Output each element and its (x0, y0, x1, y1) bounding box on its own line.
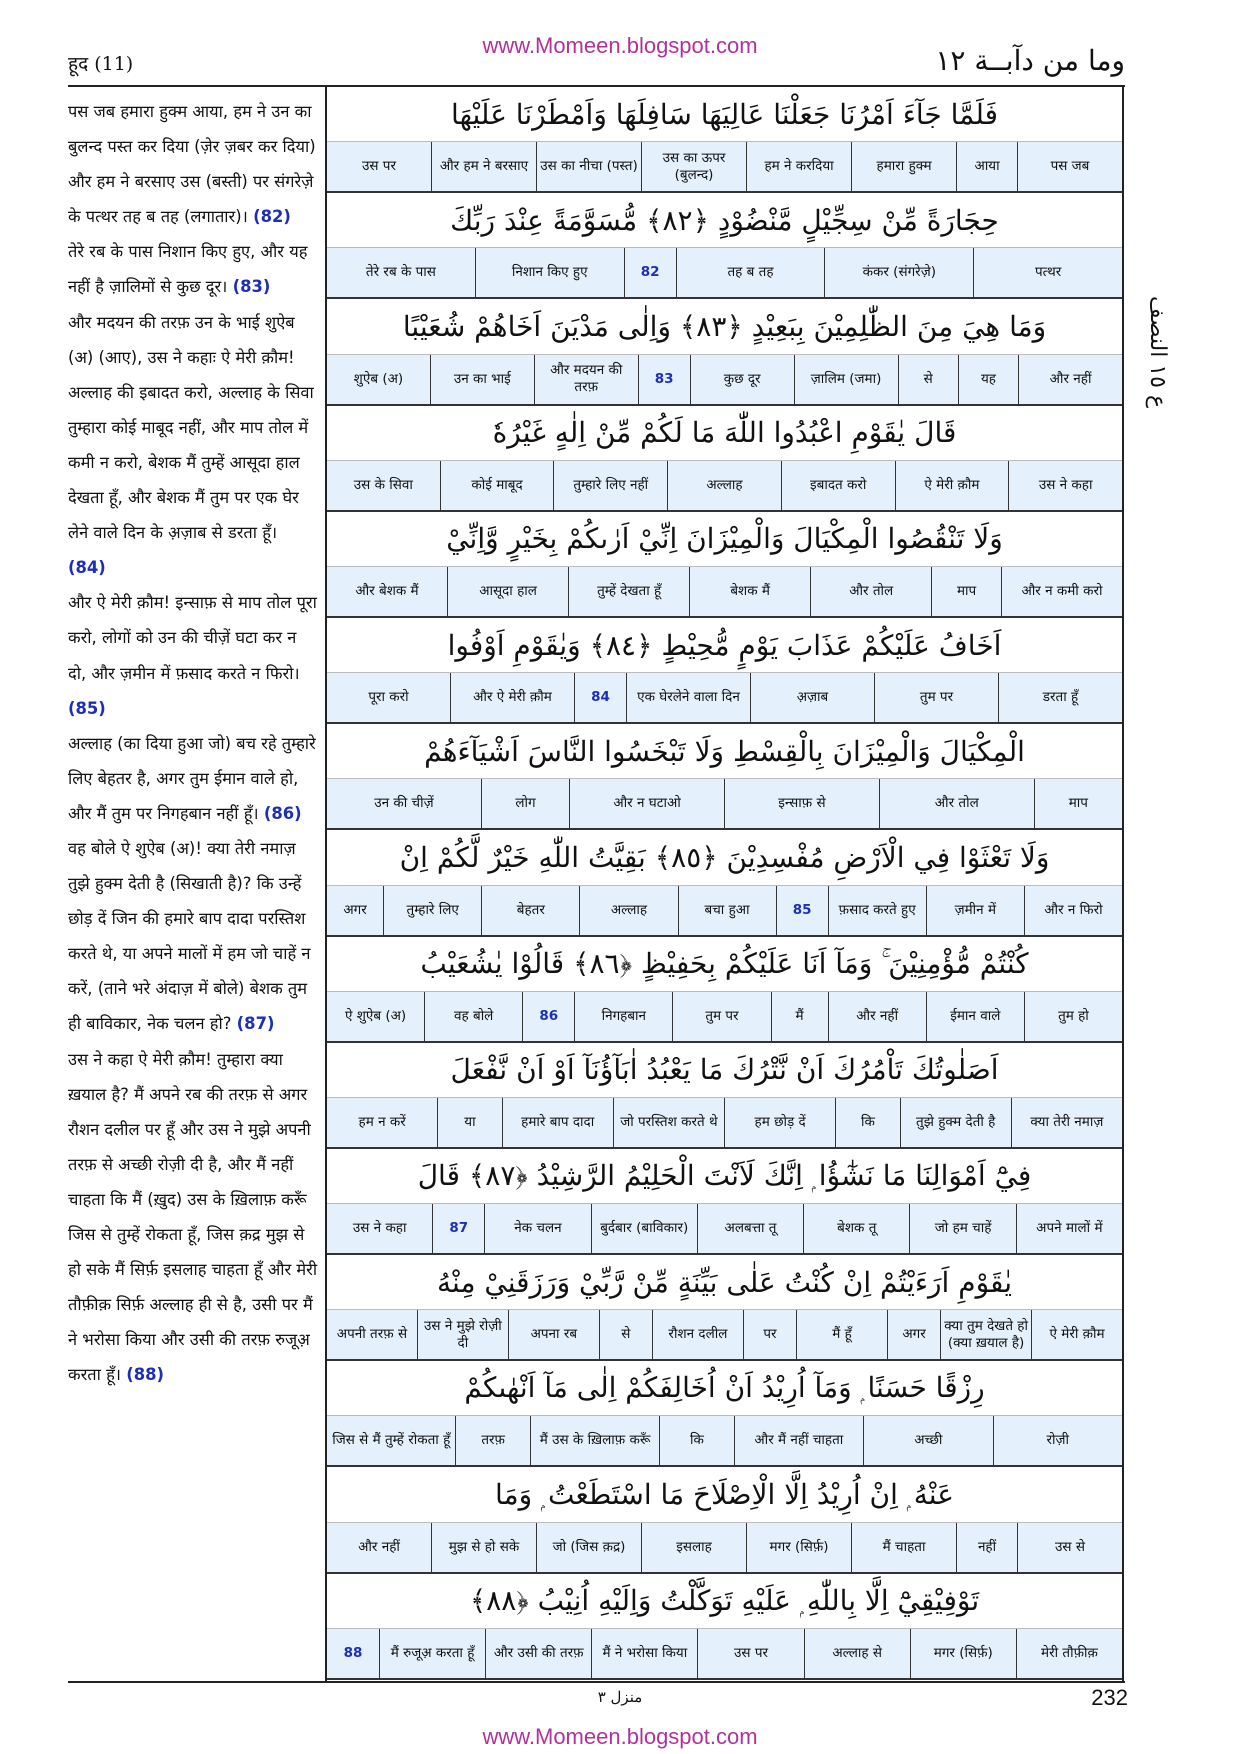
word-meaning-cell: मैं रुजूअ़ करता हूँ (379, 1629, 485, 1678)
word-meaning-cell: आसूदा हाल (447, 567, 568, 616)
word-meaning-cell: और तोल (810, 567, 931, 616)
translation-paragraph (68, 1050, 317, 1385)
word-meaning-cell: बुर्दबार (बाविकार) (591, 1204, 697, 1253)
word-meaning-cell: निशान किए हुए (475, 248, 624, 297)
word-meaning-cell: अल्लाह (667, 461, 781, 510)
word-meaning-cell: मेरी तौफ़ीक़ (1016, 1629, 1122, 1678)
word-meaning-cell: उस का ऊपर (बुलन्द) (641, 142, 746, 191)
word-meaning-cell: अल्लाह (579, 886, 677, 935)
verse-number-cell: 88 (343, 1644, 363, 1661)
translation-paragraph (68, 313, 314, 578)
word-meaning-row (327, 1523, 1122, 1574)
translation-paragraph (68, 102, 316, 226)
word-meaning-cell: कि (659, 1416, 733, 1465)
arabic-line: اَخَافُ عَلَيْكُمْ عَذَابَ يَوْمٍ مُّحِيْطٍ ﴿٨٤﴾ وَيٰقَوْمِ اَوْفُوا (327, 618, 1122, 673)
word-meaning-cell: जो हम चाहें (909, 1204, 1015, 1253)
word-meaning-row (327, 1098, 1122, 1149)
arabic-line: الْمِكْيَالَ وَالْمِيْزَانَ بِالْقِسْطِ وَلَا تَبْخَسُوا النَّاسَ اَشْيَآءَهُمْ (327, 724, 1122, 779)
word-meaning-cell: मगर (सिर्फ़) (910, 1629, 1016, 1678)
arabic-line: كُنْتُمْ مُّؤْمِنِيْنَ ۚ وَمَآ اَنَا عَلَيْكُمْ بِحَفِيْظٍ ﴿٨٦﴾ قَالُوْا يٰشُعَيْبُ (327, 937, 1122, 992)
word-meaning-cell: अल्लाह से (804, 1629, 910, 1678)
verse-number: (82) (253, 207, 291, 227)
word-meaning-cell: एक घेरलेने वाला दिन (626, 673, 750, 722)
word-meaning-row (327, 886, 1122, 937)
word-meaning-cell: ईमान वाले (926, 992, 1024, 1041)
word-meaning-cell: और न फिरो (1024, 886, 1122, 935)
arabic-line: فَلَمَّا جَآءَ اَمْرُنَا جَعَلْنَا عَالِيَهَا سَافِلَهَا وَاَمْطَرْنَا عَلَيْهَا (327, 87, 1122, 142)
word-meaning-cell: यह (958, 355, 1018, 404)
word-meaning-cell: नेक चलन (484, 1204, 590, 1253)
word-meaning-row (327, 1204, 1122, 1255)
word-meaning-cell: ऐ मेरी क़ौम (895, 461, 1009, 510)
verse-number: (86) (263, 803, 302, 823)
arabic-line: عَنْهُ ۭ اِنْ اُرِيْدُ اِلَّا الْاِصْلَاحَ مَا اسْتَطَعْتُ ۭ وَمَا (327, 1467, 1122, 1522)
arabic-line: يٰقَوْمِ اَرَءَيْتُمْ اِنْ كُنْتُ عَلٰى بَيِّنَةٍ مِّنْ رَّبِّيْ وَرَزَقَنِيْ مِنْهُ (327, 1255, 1122, 1310)
word-meaning-cell: इसलाह (641, 1523, 746, 1572)
word-meaning-cell: उन का भाई (430, 355, 534, 404)
word-meaning-cell: और उसी की तरफ़ (485, 1629, 591, 1678)
page-number: 232 (1091, 1685, 1128, 1710)
verse-number: (83) (232, 277, 271, 297)
verse-number-cell: 83 (638, 355, 690, 404)
word-meaning-cell: तह ब तह (676, 248, 825, 297)
word-meaning-cell: कंकर (संगरेज़े) (824, 248, 973, 297)
translation-text: पस जब हमारा हुक्म आया, हम ने उन का बुलन्द पस्त कर दिया (ज़ेर ज़बर कर दिया) और हम ने बरसाए उस (बस्ती) पर संगरेज़े के पत्थर तह ब तह (लगातार)। (68, 102, 316, 227)
word-meaning-cell: ज़मीन में (926, 886, 1024, 935)
verse-number-cell: 87 (432, 1204, 484, 1253)
arabic-line: وَلَا تَعْثَوْا فِي الْاَرْضِ مُفْسِدِيْنَ ﴿٨٥﴾ بَقِيَّتُ اللّٰهِ خَيْرٌ لَّكُمْ اِنْ (327, 830, 1122, 885)
site-url-top: www.Momeen.blogspot.com (482, 33, 758, 58)
word-meaning-cell: और न घटाओ (569, 779, 724, 828)
translation-paragraph (68, 593, 317, 717)
word-meaning-cell: हमारा हुक्म (851, 142, 956, 191)
word-meaning-cell: और नहीं (828, 992, 926, 1041)
word-meaning-cell: बचा हुआ (678, 886, 776, 935)
word-meaning-cell: उस ने कहा (352, 1220, 407, 1237)
word-meaning-cell: कि (835, 1098, 899, 1147)
word-meaning-cell: हम छोड़ दें (724, 1098, 835, 1147)
word-meaning-cell: अगर (343, 901, 367, 918)
word-meaning-cell: मुझ से हो सके (431, 1523, 536, 1572)
word-meaning-row (327, 142, 1122, 193)
ruku-marker: ع ١٥ النصف (1145, 296, 1170, 409)
word-meaning-cell: और बेशक मैं (355, 582, 419, 599)
word-by-word-grid (325, 87, 1124, 1681)
word-meaning-cell: और मदयन की तरफ़ (534, 355, 638, 404)
word-meaning-cell: अच्छी (863, 1416, 992, 1465)
word-meaning-cell: उस का नीचा (पस्त) (536, 142, 641, 191)
word-meaning-cell: इन्साफ़ से (724, 779, 879, 828)
word-meaning-row (327, 1310, 1122, 1361)
word-meaning-cell: क्या तुम देखते हो (क्या ख़याल है) (940, 1310, 1031, 1359)
word-meaning-cell: उस ने मुझे रोज़ी दी (417, 1310, 508, 1359)
word-meaning-row (327, 992, 1122, 1043)
word-meaning-cell: तुम पर (874, 673, 998, 722)
word-meaning-cell: और नहीं (1018, 355, 1122, 404)
word-meaning-cell: कुछ दूर (690, 355, 794, 404)
word-meaning-cell: अपने मालों में (1016, 1204, 1122, 1253)
juz-name: وما من دآبــة ١٢ (935, 44, 1125, 77)
translation-column (68, 94, 318, 1674)
word-meaning-cell: जो परस्तिश करते थे (613, 1098, 724, 1147)
word-meaning-row (327, 567, 1122, 618)
verse-number-cell: 84 (574, 673, 626, 722)
verse-number: (87) (236, 1014, 275, 1034)
word-meaning-cell: और तोल (879, 779, 1034, 828)
word-meaning-cell: फ़साद करते हुए (828, 886, 926, 935)
site-url-bottom: www.Momeen.blogspot.com (482, 1724, 758, 1749)
verse-number: (84) (68, 558, 106, 578)
word-meaning-cell: नहीं (956, 1523, 1017, 1572)
word-meaning-cell: अ़ज़ाब (750, 673, 874, 722)
word-meaning-cell: और न कमी करो (1001, 567, 1122, 616)
word-meaning-cell: बेशक तू (803, 1204, 909, 1253)
word-meaning-cell: तुझे हुक्म देती है (900, 1098, 1011, 1147)
word-meaning-cell: मैं चाहता (851, 1523, 956, 1572)
word-meaning-cell: और नहीं (358, 1538, 400, 1555)
word-meaning-cell: बेशक मैं (689, 567, 810, 616)
word-meaning-cell: पस जब (1017, 142, 1122, 191)
word-meaning-cell: मैं ने भरोसा किया (591, 1629, 697, 1678)
word-meaning-row (327, 673, 1122, 724)
word-meaning-cell: ऐ मेरी क़ौम (1031, 1310, 1122, 1359)
word-meaning-cell: रौशन दलील (652, 1310, 743, 1359)
word-meaning-row (327, 461, 1122, 512)
word-meaning-cell: पत्थर (973, 248, 1122, 297)
word-meaning-cell: हमारे बाप दादा (502, 1098, 613, 1147)
word-meaning-cell: जो (जिस क़द्र) (536, 1523, 641, 1572)
arabic-line: وَلَا تَنْقُصُوا الْمِكْيَالَ وَالْمِيْزَانَ اِنِّيْ اَرٰىكُمْ بِخَيْرٍ وَّاِنِّيْ (327, 512, 1122, 567)
translation-text: और ऐ मेरी क़ौम! इन्साफ़ से माप तोल पूरा करो, लोगों को उन की चीज़ें घटा कर न दो, और ज़मीन में फ़साद करते न फिरो। (68, 593, 317, 683)
word-meaning-cell: अगर (887, 1310, 940, 1359)
word-meaning-cell: उस पर (361, 158, 396, 175)
word-meaning-cell: वह बोले (424, 992, 522, 1041)
word-meaning-cell: मैं हूँ (796, 1310, 887, 1359)
word-meaning-cell: और हम ने बरसाए (431, 142, 536, 191)
word-meaning-row (327, 355, 1122, 406)
word-meaning-cell: मैं उस के ख़िलाफ़ करूँ (530, 1416, 659, 1465)
word-meaning-cell: हम न करें (358, 1113, 406, 1130)
word-meaning-cell: मगर (सिर्फ़) (746, 1523, 851, 1572)
word-meaning-cell: ज़ालिम (जमा) (794, 355, 898, 404)
manzil-label: منزل ٣ (597, 1688, 643, 1706)
word-meaning-row (327, 779, 1122, 830)
word-meaning-cell: ऐ शुऐब (अ) (344, 1007, 407, 1024)
arabic-line: حِجَارَةً مِّنْ سِجِّيْلٍ مَّنْضُوْدٍ ﴿٨٢﴾ مُّسَوَّمَةً عِنْدَ رَبِّكَ (327, 193, 1122, 248)
translation-text: और मदयन की तरफ़ उन के भाई शुऐब (अ) (आए), उस ने कहाः ऐ मेरी क़ौम! अल्लाह की इबादत करो, अल्लाह के सिवा तुम्हारा कोई माबूद नहीं, और माप तोल में कमी न करो, बेशक मैं तुम्हें आसूदा हाल देखता हूँ, और बेशक मैं तुम पर एक घेर लेने वाले दिन के अ़ज़ाब से डरता हूँ। (68, 312, 314, 543)
translation-paragraph (68, 839, 310, 1033)
word-meaning-cell: उस पर (697, 1629, 803, 1678)
word-meaning-cell: हम ने करदिया (746, 142, 851, 191)
word-meaning-row (327, 1629, 1122, 1680)
word-meaning-cell: तुम्हें देखता हूँ (568, 567, 689, 616)
word-meaning-cell: माप (931, 567, 1001, 616)
verse-number: (85) (68, 698, 106, 718)
word-meaning-row (327, 248, 1122, 299)
footer-rule (68, 1681, 1125, 1683)
word-meaning-cell: रोज़ी (993, 1416, 1122, 1465)
word-meaning-cell: उस के सिवा (353, 476, 413, 493)
verse-number: (88) (126, 1365, 165, 1385)
word-meaning-cell: तेरे रब के पास (365, 264, 436, 281)
word-meaning-cell: अलबत्ता तू (697, 1204, 803, 1253)
word-meaning-cell: निगहबान (574, 992, 672, 1041)
word-meaning-cell: शुऐब (अ) (353, 370, 404, 387)
translation-paragraph (68, 734, 316, 823)
word-meaning-cell: बेहतर (481, 886, 579, 935)
word-meaning-cell: माप (1034, 779, 1122, 828)
word-meaning-cell: जिस से मैं तुम्हें रोकता हूँ (332, 1432, 451, 1449)
translation-text: वह बोले ऐ शुऐब (अ)! क्या तेरी नमाज़ तुझे हुक्म देती है (सिखाती है)? कि उन्हें छोड़ दें जिन की हमारे बाप दादा परस्तिश करते थे, या अपने मालों में हम जो चाहें न करें, (ताने भरे अंदाज़ में बोले) बेशक तुम ही बाविकार, नेक चलन हो? (68, 838, 311, 1034)
word-meaning-cell: पर (743, 1310, 796, 1359)
arabic-line: قَالَ يٰقَوْمِ اعْبُدُوا اللّٰهَ مَا لَكُمْ مِّنْ اِلٰهٍ غَيْرُهٗ (327, 406, 1122, 461)
translation-text: अल्लाह (का दिया हुआ जो) बच रहे तुम्हारे लिए बेहतर है, अगर तुम ईमान वाले हो, और मैं तुम पर निगहबान नहीं हूँ। (68, 733, 316, 823)
word-meaning-cell: पूरा करो (368, 689, 409, 706)
word-meaning-cell: उन की चीज़ें (374, 795, 434, 812)
arabic-line: وَمَا هِيَ مِنَ الظّٰلِمِيْنَ بِبَعِيْدٍ ﴿٨٣﴾ وَاِلٰى مَدْيَنَ اَخَاهُمْ شُعَيْبًا (327, 299, 1122, 354)
word-meaning-cell: तुम्हारे लिए (383, 886, 481, 935)
word-meaning-cell: उस ने कहा (1008, 461, 1122, 510)
arabic-line: فِيْٓ اَمْوَالِنَا مَا نَشٰٓؤُا ۭ اِنَّكَ لَاَنْتَ الْحَلِيْمُ الرَّشِيْدُ ﴿٨٧﴾ قَالَ (327, 1149, 1122, 1204)
word-meaning-cell: डरता हूँ (998, 673, 1122, 722)
word-meaning-cell: अपना रब (508, 1310, 599, 1359)
verse-number-cell: 82 (624, 248, 676, 297)
word-meaning-cell: आया (956, 142, 1017, 191)
word-meaning-cell: तुम पर (672, 992, 770, 1041)
verse-number-cell: 86 (522, 992, 574, 1041)
translation-paragraph (68, 242, 307, 296)
word-meaning-cell: अपनी तरफ़ से (336, 1326, 408, 1343)
word-meaning-cell: और ऐ मेरी क़ौम (450, 673, 574, 722)
arabic-line: اَصَلٰوتُكَ تَاْمُرُكَ اَنْ نَّتْرُكَ مَا يَعْبُدُ اٰبَآؤُنَآ اَوْ اَنْ نَّفْعَلَ (327, 1043, 1122, 1098)
word-meaning-cell: से (599, 1310, 652, 1359)
surah-name: हूद (11) (68, 53, 134, 75)
word-meaning-cell: क्या तेरी नमाज़ (1011, 1098, 1122, 1147)
word-meaning-cell: तुम्हारे लिए नहीं (553, 461, 667, 510)
word-meaning-cell: या (437, 1098, 501, 1147)
word-meaning-cell: से (898, 355, 958, 404)
arabic-line: رِزْقًا حَسَنًا ۭ وَمَآ اُرِيْدُ اَنْ اُخَالِفَكُمْ اِلٰى مَآ اَنْهٰىكُمْ (327, 1361, 1122, 1416)
translation-text: तेरे रब के पास निशान किए हुए, और यह नहीं है ज़ालिमों से कुछ दूर। (68, 242, 308, 297)
word-meaning-cell: मैं (771, 992, 828, 1041)
translation-text: उस ने कहा ऐ मेरी क़ौम! तुम्हारा क्या ख़याल है? मैं अपने रब की तरफ़ से अगर रौशन दलील पर हूँ और उस ने मुझे अपनी तरफ़ से अच्छी रोज़ी दी है, और मैं नहीं चाहता कि मैं (ख़ुद) उस के ख़िलाफ़ करूँ जिस से तुम्हें रोकता हूँ, जिस क़द्र मुझ से हो सके मैं सिर्फ़ इसलाह चाहता हूँ और मेरी तौफ़ीक़ सिर्फ़ अल्लाह ही से है, उसी पर मैं ने भरोसा किया और उसी की तरफ़ रुजूअ़ करता हूँ। (68, 1049, 318, 1385)
word-meaning-cell: लोग (481, 779, 569, 828)
verse-number-cell: 85 (776, 886, 828, 935)
arabic-line: تَوْفِيْقِيْٓ اِلَّا بِاللّٰهِ ۭ عَلَيْهِ تَوَكَّلْتُ وَاِلَيْهِ اُنِيْبُ ﴿٨٨﴾ (327, 1574, 1122, 1629)
word-meaning-cell: तरफ़ (455, 1416, 529, 1465)
word-meaning-cell: उस से (1017, 1523, 1122, 1572)
word-meaning-cell: इबादत करो (781, 461, 895, 510)
word-meaning-cell: तुम हो (1024, 992, 1122, 1041)
word-meaning-cell: कोई माबूद (440, 461, 554, 510)
word-meaning-row (327, 1416, 1122, 1467)
word-meaning-cell: और मैं नहीं चाहता (734, 1416, 863, 1465)
